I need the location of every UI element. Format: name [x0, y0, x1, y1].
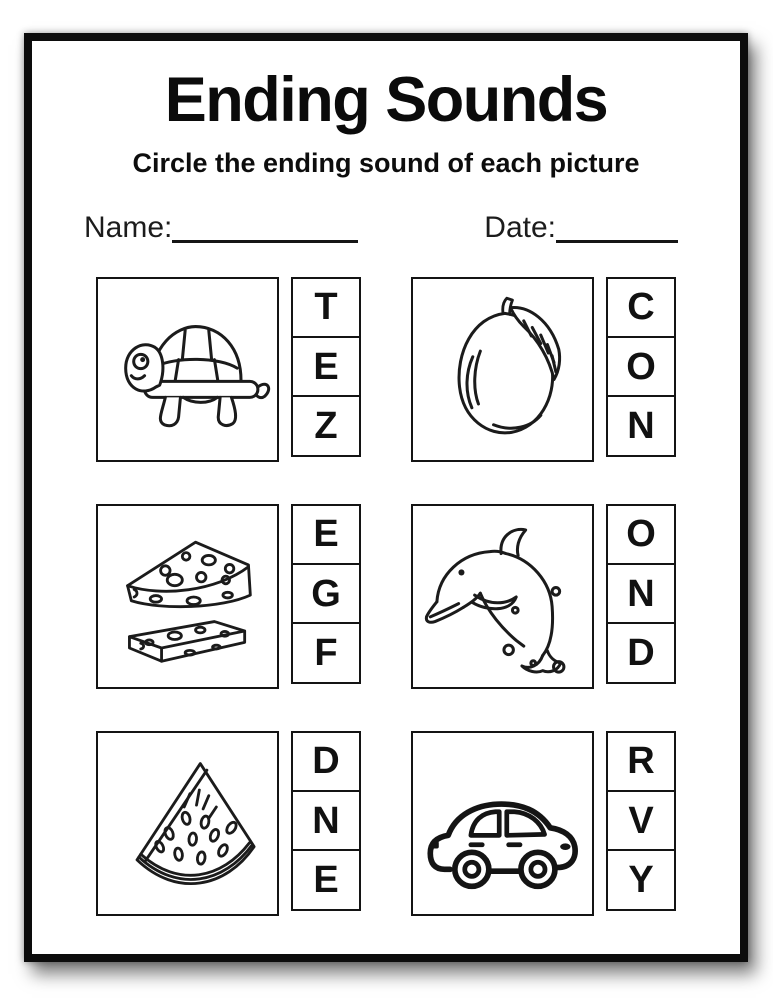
exercise-cheese — [96, 504, 361, 689]
letter-option[interactable]: V — [606, 790, 676, 852]
turtle-letter-column — [291, 277, 361, 462]
cheese-illustration — [103, 512, 273, 682]
grid-row-2 — [96, 504, 676, 689]
turtle-illustration — [103, 285, 273, 455]
dolphin-letter-column — [606, 504, 676, 689]
exercise-turtle — [96, 277, 361, 462]
letter-option[interactable]: E — [291, 504, 361, 566]
exercise-mango — [411, 277, 676, 462]
turtle-picture-box — [96, 277, 279, 462]
mango-letter-column — [606, 277, 676, 462]
exercise-car — [411, 731, 676, 916]
watermelon-picture-box — [96, 731, 279, 916]
letter-option[interactable]: T — [291, 277, 361, 339]
name-label: Name: — [84, 211, 173, 244]
letter-option[interactable]: O — [606, 504, 676, 566]
exercise-watermelon — [96, 731, 361, 916]
name-input-line[interactable] — [172, 240, 358, 243]
exercise-dolphin — [411, 504, 676, 689]
letter-option[interactable]: G — [291, 563, 361, 625]
mango-picture-box — [411, 277, 594, 462]
letter-option[interactable]: D — [606, 622, 676, 684]
mango-illustration — [418, 285, 588, 455]
dolphin-illustration — [418, 512, 588, 682]
car-letter-column — [606, 731, 676, 916]
page-title: Ending Sounds — [164, 65, 608, 135]
name-date-row — [84, 211, 678, 245]
worksheet-page — [24, 33, 748, 962]
exercise-grid — [32, 277, 740, 916]
date-field — [484, 211, 678, 245]
letter-option[interactable]: R — [606, 731, 676, 793]
letter-option[interactable]: N — [606, 395, 676, 457]
letter-option[interactable]: C — [606, 277, 676, 339]
car-picture-box — [411, 731, 594, 916]
letter-option[interactable]: N — [291, 790, 361, 852]
grid-row-1 — [96, 277, 676, 462]
dolphin-picture-box — [411, 504, 594, 689]
date-input-line[interactable] — [556, 240, 678, 243]
letter-option[interactable]: E — [291, 849, 361, 911]
cheese-letter-column — [291, 504, 361, 689]
watermelon-illustration — [103, 739, 273, 909]
watermelon-letter-column — [291, 731, 361, 916]
letter-option[interactable]: E — [291, 336, 361, 398]
letter-option[interactable]: Z — [291, 395, 361, 457]
page-subtitle: Circle the ending sound of each picture — [132, 148, 640, 178]
letter-option[interactable]: O — [606, 336, 676, 398]
letter-option[interactable]: Y — [606, 849, 676, 911]
letter-option[interactable]: D — [291, 731, 361, 793]
letter-option[interactable]: N — [606, 563, 676, 625]
name-field — [84, 211, 358, 245]
date-label: Date: — [484, 211, 556, 244]
grid-row-3 — [96, 731, 676, 916]
letter-option[interactable]: F — [291, 622, 361, 684]
car-illustration — [418, 739, 588, 909]
cheese-picture-box — [96, 504, 279, 689]
